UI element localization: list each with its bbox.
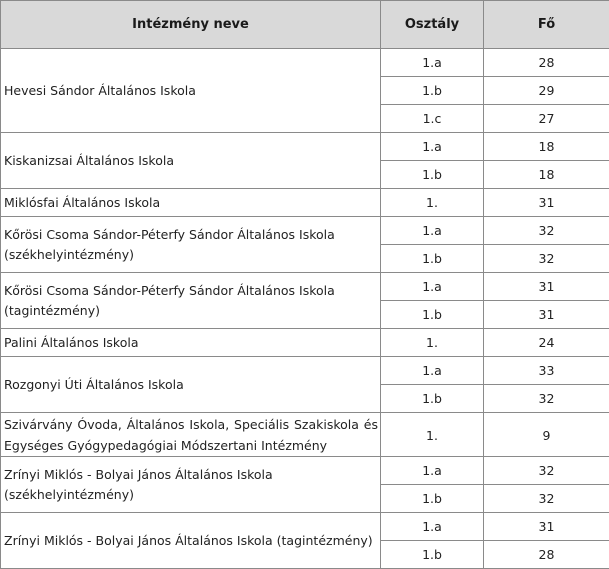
- class-cell: 1.b: [381, 161, 484, 189]
- class-cell: 1.a: [381, 357, 484, 385]
- class-cell: 1.: [381, 413, 484, 457]
- institution-name: Palini Általános Iskola: [1, 329, 381, 357]
- count-cell: 32: [484, 385, 609, 413]
- count-cell: 31: [484, 301, 609, 329]
- table-row: [1, 217, 609, 245]
- class-cell: 1.a: [381, 513, 484, 541]
- institution-name: Kőrösi Csoma Sándor-Péterfy Sándor Általános Iskola (székhelyintézmény): [1, 217, 381, 273]
- class-cell: 1.: [381, 189, 484, 217]
- institution-name: Miklósfai Általános Iskola: [1, 189, 381, 217]
- count-cell: 28: [484, 541, 609, 569]
- count-cell: 24: [484, 329, 609, 357]
- table-row: [1, 329, 609, 357]
- class-cell: 1.: [381, 329, 484, 357]
- header-row: [1, 1, 609, 49]
- institution-name: Rozgonyi Úti Általános Iskola: [1, 357, 381, 413]
- table-row: [1, 133, 609, 161]
- class-cell: 1.a: [381, 273, 484, 301]
- count-cell: 29: [484, 77, 609, 105]
- class-cell: 1.a: [381, 457, 484, 485]
- count-cell: 18: [484, 161, 609, 189]
- institution-name: Kőrösi Csoma Sándor-Péterfy Sándor Általános Iskola (tagintézmény): [1, 273, 381, 329]
- class-cell: 1.b: [381, 245, 484, 273]
- count-cell: 32: [484, 217, 609, 245]
- count-cell: 27: [484, 105, 609, 133]
- class-cell: 1.b: [381, 485, 484, 513]
- header-class: Osztály: [381, 1, 484, 49]
- table-row: [1, 513, 609, 541]
- table-row: [1, 273, 609, 301]
- count-cell: 18: [484, 133, 609, 161]
- count-cell: 31: [484, 513, 609, 541]
- class-cell: 1.b: [381, 385, 484, 413]
- count-cell: 32: [484, 485, 609, 513]
- table-row: [1, 457, 609, 485]
- count-cell: 28: [484, 49, 609, 77]
- count-cell: 31: [484, 189, 609, 217]
- class-cell: 1.a: [381, 217, 484, 245]
- class-cell: 1.b: [381, 541, 484, 569]
- class-cell: 1.b: [381, 301, 484, 329]
- table-row: [1, 357, 609, 385]
- class-cell: 1.b: [381, 77, 484, 105]
- count-cell: 33: [484, 357, 609, 385]
- institution-name: Kiskanizsai Általános Iskola: [1, 133, 381, 189]
- table-header: [1, 1, 609, 49]
- table-body: [1, 49, 609, 569]
- header-institution-name: Intézmény neve: [1, 1, 381, 49]
- table-row: [1, 413, 609, 457]
- class-cell: 1.a: [381, 133, 484, 161]
- count-cell: 32: [484, 245, 609, 273]
- institution-name: Zrínyi Miklós - Bolyai János Általános Iskola (tagintézmény): [1, 513, 381, 569]
- count-cell: 32: [484, 457, 609, 485]
- class-cell: 1.c: [381, 105, 484, 133]
- institution-name: Hevesi Sándor Általános Iskola: [1, 49, 381, 133]
- count-cell: 9: [484, 413, 609, 457]
- table-row: [1, 189, 609, 217]
- class-cell: 1.a: [381, 49, 484, 77]
- count-cell: 31: [484, 273, 609, 301]
- header-count: Fő: [484, 1, 609, 49]
- table-row: [1, 49, 609, 77]
- institution-name: Szivárvány Óvoda, Általános Iskola, Speciális Szakiskola és Egységes Gyógypedagógiai Módszertani Intézmény: [1, 413, 381, 457]
- institution-name: Zrínyi Miklós - Bolyai János Általános Iskola (székhelyintézmény): [1, 457, 381, 513]
